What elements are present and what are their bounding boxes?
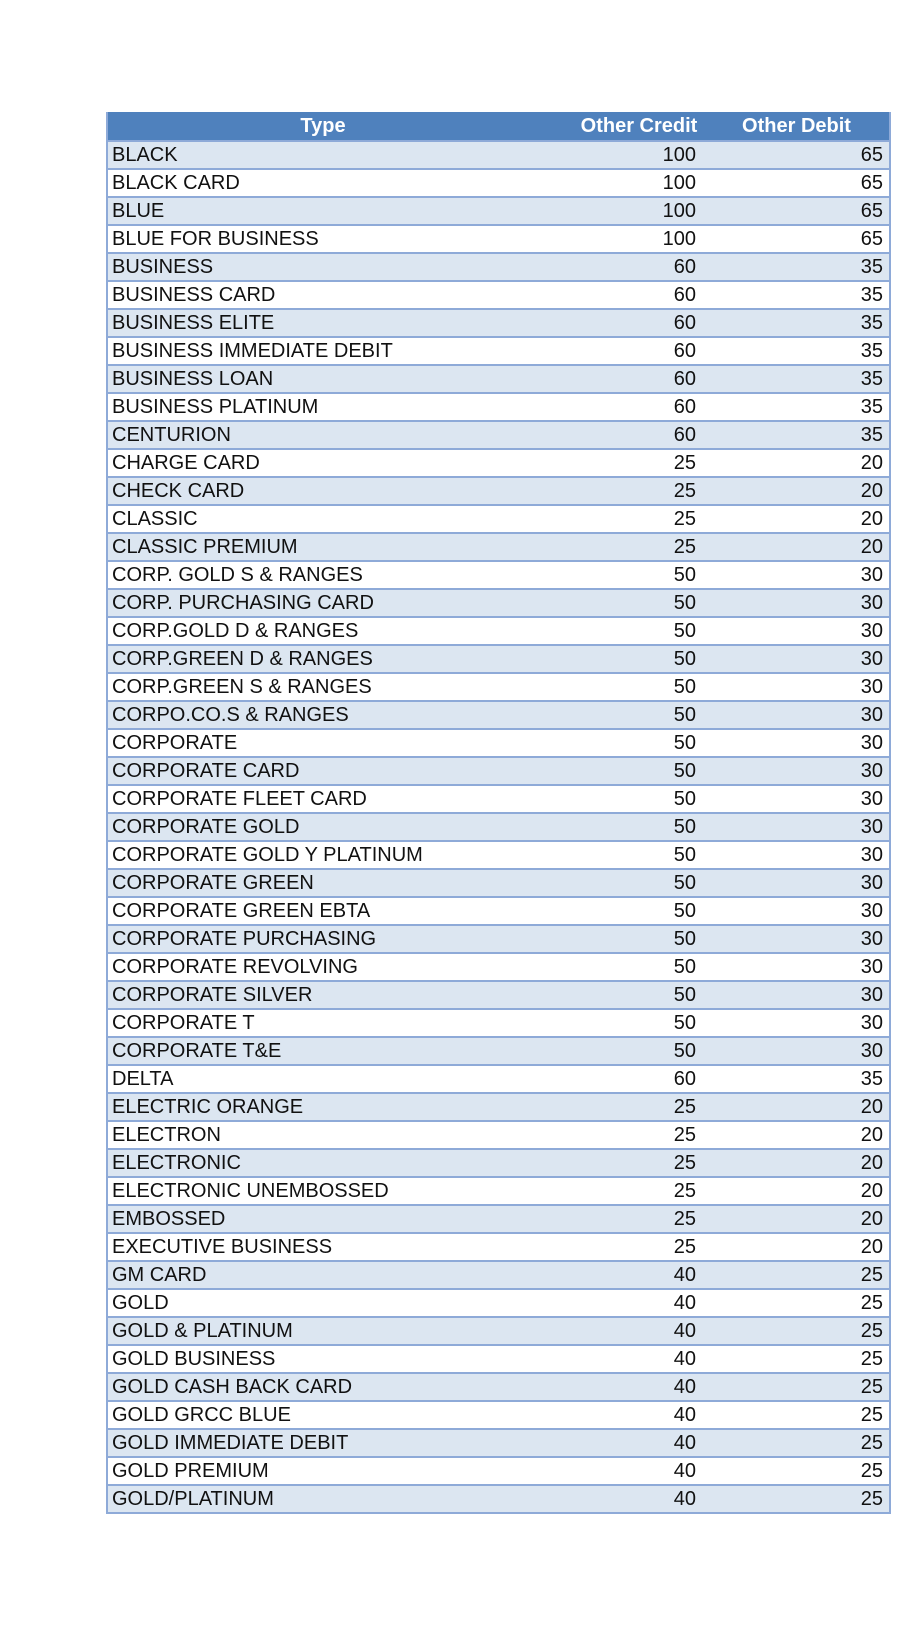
cell-other-debit: 30: [860, 927, 883, 950]
cell-other-credit: 40: [673, 1263, 696, 1286]
cell-type: CORP. PURCHASING CARD: [112, 591, 374, 614]
table-row: [108, 926, 889, 954]
cell-other-debit: 30: [860, 787, 883, 810]
cell-other-debit: 20: [860, 1123, 883, 1146]
cell-other-debit: 30: [860, 591, 883, 614]
table-row: [108, 982, 889, 1010]
cell-type: GM CARD: [112, 1263, 207, 1286]
cell-other-debit: 35: [860, 1067, 883, 1090]
cell-type: GOLD CASH BACK CARD: [112, 1375, 353, 1398]
table-row: [108, 730, 889, 758]
cell-type: CORPORATE CARD: [112, 759, 300, 782]
table-row: [108, 366, 889, 394]
table-row: [108, 702, 889, 730]
cell-other-credit: 100: [662, 199, 696, 222]
cell-other-debit: 20: [860, 1207, 883, 1230]
cell-other-credit: 60: [673, 339, 696, 362]
cell-other-debit: 65: [860, 143, 883, 166]
cell-other-credit: 100: [662, 227, 696, 250]
cell-other-debit: 65: [860, 171, 883, 194]
cell-other-debit: 30: [860, 1039, 883, 1062]
cell-type: ELECTRIC ORANGE: [112, 1095, 304, 1118]
cell-type: CORP. GOLD S & RANGES: [112, 563, 363, 586]
cell-type: BLUE: [112, 199, 165, 222]
cell-type: GOLD: [112, 1291, 169, 1314]
cell-other-credit: 50: [673, 927, 696, 950]
cell-other-debit: 35: [860, 367, 883, 390]
cell-other-debit: 35: [860, 423, 883, 446]
cell-other-credit: 60: [673, 395, 696, 418]
cell-other-debit: 30: [860, 843, 883, 866]
cell-type: EMBOSSED: [112, 1207, 226, 1230]
table-row: [108, 562, 889, 590]
table-row: [108, 1318, 889, 1346]
table-row: [108, 1374, 889, 1402]
cell-type: CORPORATE T: [112, 1011, 255, 1034]
cell-other-credit: 25: [673, 1123, 696, 1146]
table-row: [108, 226, 889, 254]
cell-other-debit: 30: [860, 703, 883, 726]
cell-type: BUSINESS PLATINUM: [112, 395, 319, 418]
cell-type: CORPORATE REVOLVING: [112, 955, 358, 978]
table-header-row: [108, 112, 889, 142]
cell-other-credit: 100: [662, 143, 696, 166]
table-row: [108, 1038, 889, 1066]
cell-type: ELECTRONIC UNEMBOSSED: [112, 1179, 389, 1202]
cell-other-credit: 40: [673, 1291, 696, 1314]
cell-other-credit: 50: [673, 1011, 696, 1034]
cell-other-credit: 60: [673, 1067, 696, 1090]
cell-other-debit: 30: [860, 983, 883, 1006]
cell-other-debit: 30: [860, 1011, 883, 1034]
cell-type: CORPORATE GOLD Y PLATINUM: [112, 843, 423, 866]
table-row: [108, 842, 889, 870]
cell-type: CORPORATE SILVER: [112, 983, 313, 1006]
table-row: [108, 1066, 889, 1094]
table-row: [108, 506, 889, 534]
table-row: [108, 1346, 889, 1374]
cell-other-debit: 25: [860, 1487, 883, 1510]
table-row: [108, 1262, 889, 1290]
cell-other-credit: 60: [673, 367, 696, 390]
cell-other-credit: 50: [673, 591, 696, 614]
cell-other-credit: 60: [673, 311, 696, 334]
cell-other-debit: 25: [860, 1431, 883, 1454]
cell-other-debit: 20: [860, 507, 883, 530]
cell-other-debit: 20: [860, 479, 883, 502]
cell-type: ELECTRONIC: [112, 1151, 241, 1174]
table-row: [108, 422, 889, 450]
cell-other-debit: 65: [860, 227, 883, 250]
cell-other-credit: 40: [673, 1487, 696, 1510]
cell-other-debit: 30: [860, 815, 883, 838]
cell-other-debit: 25: [860, 1375, 883, 1398]
table-row: [108, 282, 889, 310]
cell-other-debit: 25: [860, 1263, 883, 1286]
cell-other-debit: 25: [860, 1291, 883, 1314]
cell-other-debit: 20: [860, 1179, 883, 1202]
cell-other-debit: 25: [860, 1403, 883, 1426]
table-row: [108, 814, 889, 842]
cell-other-debit: 35: [860, 339, 883, 362]
cell-other-credit: 25: [673, 479, 696, 502]
cell-type: BLACK: [112, 143, 178, 166]
column-header-other-debit: Other Debit: [742, 114, 851, 137]
cell-type: BLUE FOR BUSINESS: [112, 227, 319, 250]
cell-other-credit: 25: [673, 1207, 696, 1230]
cell-other-credit: 60: [673, 255, 696, 278]
cell-type: BUSINESS ELITE: [112, 311, 275, 334]
table-row: [108, 1430, 889, 1458]
cell-other-credit: 50: [673, 703, 696, 726]
cell-other-credit: 50: [673, 675, 696, 698]
cell-other-debit: 20: [860, 1095, 883, 1118]
cell-other-debit: 35: [860, 395, 883, 418]
cell-type: CLASSIC: [112, 507, 198, 530]
table-row: [108, 1010, 889, 1038]
cell-type: DELTA: [112, 1067, 174, 1090]
cell-type: CORPORATE: [112, 731, 238, 754]
cell-other-credit: 60: [673, 423, 696, 446]
cell-other-debit: 25: [860, 1347, 883, 1370]
cell-other-debit: 25: [860, 1319, 883, 1342]
cell-other-credit: 50: [673, 647, 696, 670]
table-row: [108, 1486, 889, 1514]
cell-other-credit: 40: [673, 1375, 696, 1398]
table-row: [108, 170, 889, 198]
cell-type: GOLD IMMEDIATE DEBIT: [112, 1431, 349, 1454]
table-row: [108, 534, 889, 562]
cell-type: BUSINESS LOAN: [112, 367, 274, 390]
cell-other-credit: 50: [673, 759, 696, 782]
table-row: [108, 254, 889, 282]
table-row: [108, 394, 889, 422]
cell-other-credit: 50: [673, 1039, 696, 1062]
card-type-table: [106, 112, 891, 1514]
cell-type: CORPORATE GOLD: [112, 815, 300, 838]
cell-other-credit: 25: [673, 1179, 696, 1202]
cell-other-credit: 40: [673, 1319, 696, 1342]
cell-other-credit: 100: [662, 171, 696, 194]
table-row: [108, 898, 889, 926]
cell-other-credit: 25: [673, 1235, 696, 1258]
table-row: [108, 142, 889, 170]
cell-other-credit: 40: [673, 1347, 696, 1370]
cell-other-credit: 50: [673, 843, 696, 866]
cell-other-credit: 50: [673, 871, 696, 894]
cell-type: EXECUTIVE BUSINESS: [112, 1235, 333, 1258]
cell-type: BUSINESS IMMEDIATE DEBIT: [112, 339, 393, 362]
table-row: [108, 198, 889, 226]
cell-other-debit: 65: [860, 199, 883, 222]
table-row: [108, 1290, 889, 1318]
table-row: [108, 338, 889, 366]
table-row: [108, 758, 889, 786]
cell-type: CORPORATE GREEN: [112, 871, 314, 894]
column-header-other-credit: Other Credit: [580, 114, 698, 137]
table-row: [108, 646, 889, 674]
cell-other-debit: 35: [860, 255, 883, 278]
cell-type: CORPORATE FLEET CARD: [112, 787, 367, 810]
cell-type: GOLD GRCC BLUE: [112, 1403, 291, 1426]
cell-type: CORP.GOLD D & RANGES: [112, 619, 359, 642]
cell-other-debit: 20: [860, 451, 883, 474]
table-row: [108, 1122, 889, 1150]
cell-type: GOLD/PLATINUM: [112, 1487, 274, 1510]
cell-other-debit: 35: [860, 311, 883, 334]
cell-other-credit: 50: [673, 983, 696, 1006]
cell-other-credit: 40: [673, 1403, 696, 1426]
cell-type: CORPORATE T&E: [112, 1039, 282, 1062]
cell-other-credit: 50: [673, 955, 696, 978]
cell-other-credit: 25: [673, 1151, 696, 1174]
cell-other-credit: 50: [673, 787, 696, 810]
table-row: [108, 954, 889, 982]
cell-other-credit: 25: [673, 535, 696, 558]
cell-other-debit: 30: [860, 647, 883, 670]
table-row: [108, 310, 889, 338]
cell-type: GOLD BUSINESS: [112, 1347, 276, 1370]
cell-other-credit: 25: [673, 507, 696, 530]
table-row: [108, 478, 889, 506]
table-row: [108, 618, 889, 646]
cell-type: BUSINESS: [112, 255, 214, 278]
column-header-type: Type: [300, 114, 346, 137]
cell-other-debit: 20: [860, 1151, 883, 1174]
cell-other-credit: 40: [673, 1459, 696, 1482]
table-row: [108, 786, 889, 814]
table-row: [108, 1402, 889, 1430]
cell-other-debit: 30: [860, 675, 883, 698]
cell-other-credit: 50: [673, 899, 696, 922]
cell-type: GOLD & PLATINUM: [112, 1319, 293, 1342]
table-body: [108, 142, 889, 1514]
cell-type: CHARGE CARD: [112, 451, 260, 474]
cell-other-credit: 25: [673, 1095, 696, 1118]
cell-type: CENTURION: [112, 423, 231, 446]
cell-type: CORPORATE GREEN EBTA: [112, 899, 371, 922]
cell-type: GOLD PREMIUM: [112, 1459, 269, 1482]
cell-other-credit: 50: [673, 815, 696, 838]
cell-other-debit: 30: [860, 731, 883, 754]
cell-type: CORPORATE PURCHASING: [112, 927, 377, 950]
cell-other-debit: 20: [860, 535, 883, 558]
cell-type: CORPO.CO.S & RANGES: [112, 703, 349, 726]
cell-other-credit: 40: [673, 1431, 696, 1454]
table-row: [108, 674, 889, 702]
cell-other-credit: 60: [673, 283, 696, 306]
cell-other-credit: 50: [673, 731, 696, 754]
cell-other-debit: 30: [860, 899, 883, 922]
table-row: [108, 590, 889, 618]
cell-other-debit: 25: [860, 1459, 883, 1482]
table-row: [108, 1094, 889, 1122]
cell-type: CLASSIC PREMIUM: [112, 535, 298, 558]
cell-type: CORP.GREEN D & RANGES: [112, 647, 373, 670]
table-row: [108, 1150, 889, 1178]
table-row: [108, 1178, 889, 1206]
cell-type: ELECTRON: [112, 1123, 221, 1146]
table-row: [108, 450, 889, 478]
table-row: [108, 1206, 889, 1234]
cell-other-debit: 30: [860, 619, 883, 642]
cell-other-debit: 30: [860, 759, 883, 782]
cell-other-credit: 50: [673, 563, 696, 586]
cell-other-debit: 20: [860, 1235, 883, 1258]
cell-other-debit: 30: [860, 871, 883, 894]
cell-other-debit: 35: [860, 283, 883, 306]
cell-type: CORP.GREEN S & RANGES: [112, 675, 372, 698]
table-row: [108, 1234, 889, 1262]
cell-other-debit: 30: [860, 563, 883, 586]
cell-other-debit: 30: [860, 955, 883, 978]
cell-type: CHECK CARD: [112, 479, 245, 502]
table-row: [108, 870, 889, 898]
cell-other-credit: 50: [673, 619, 696, 642]
cell-other-credit: 25: [673, 451, 696, 474]
cell-type: BLACK CARD: [112, 171, 240, 194]
cell-type: BUSINESS CARD: [112, 283, 276, 306]
table-row: [108, 1458, 889, 1486]
